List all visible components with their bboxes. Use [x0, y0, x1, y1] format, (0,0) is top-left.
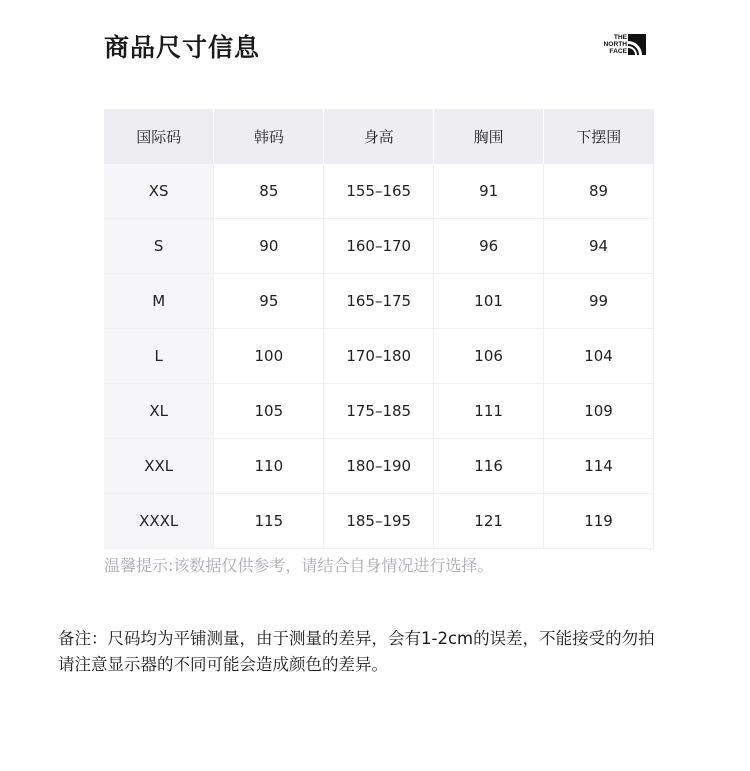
col-header-intl-size: 国际码	[104, 109, 214, 164]
table-cell: 106	[434, 329, 544, 384]
table-cell: 104	[544, 329, 654, 384]
size-table	[104, 109, 654, 549]
reference-tip: 温馨提示:该数据仅供参考，请结合自身情况进行选择。	[104, 556, 494, 575]
table-row	[104, 494, 654, 549]
measurement-note	[58, 626, 738, 678]
table-cell: 99	[544, 274, 654, 329]
page-title: 商品尺寸信息	[104, 33, 261, 62]
table-cell: 90	[214, 219, 324, 274]
table-row	[104, 219, 654, 274]
table-cell: 170–180	[324, 329, 434, 384]
brand-logo-mark-icon	[628, 34, 646, 55]
table-row	[104, 329, 654, 384]
table-cell: L	[104, 329, 214, 384]
table-cell: 175–185	[324, 384, 434, 439]
col-header-height: 身高	[324, 109, 434, 164]
table-row	[104, 384, 654, 439]
table-cell: 109	[544, 384, 654, 439]
table-cell: XS	[104, 164, 214, 219]
table-cell: 110	[214, 439, 324, 494]
note-line: 请注意显示器的不同可能会造成颜色的差异。	[58, 655, 388, 674]
table-cell: 119	[544, 494, 654, 549]
table-cell: 105	[214, 384, 324, 439]
table-cell: 89	[544, 164, 654, 219]
table-cell: 116	[434, 439, 544, 494]
table-cell: XL	[104, 384, 214, 439]
table-cell: 180–190	[324, 439, 434, 494]
table-cell: 91	[434, 164, 544, 219]
brand-logo-text: THE NORTH FACE	[603, 34, 627, 55]
table-cell: XXXL	[104, 494, 214, 549]
table-cell: S	[104, 219, 214, 274]
table-cell: 165–175	[324, 274, 434, 329]
table-cell: XXL	[104, 439, 214, 494]
table-cell: M	[104, 274, 214, 329]
col-header-chest: 胸围	[434, 109, 544, 164]
table-cell: 155–165	[324, 164, 434, 219]
note-line: 备注：尺码均为平铺测量，由于测量的差异，会有1-2cm的误差，不能接受的勿拍	[58, 629, 655, 648]
table-cell: 101	[434, 274, 544, 329]
table-cell: 185–195	[324, 494, 434, 549]
table-cell: 121	[434, 494, 544, 549]
table-row	[104, 439, 654, 494]
brand-logo	[597, 33, 649, 57]
table-cell: 96	[434, 219, 544, 274]
table-row	[104, 274, 654, 329]
table-cell: 114	[544, 439, 654, 494]
table-cell: 160–170	[324, 219, 434, 274]
table-cell: 100	[214, 329, 324, 384]
table-header-row	[104, 109, 654, 164]
table-cell: 85	[214, 164, 324, 219]
col-header-hem: 下摆围	[544, 109, 654, 164]
table-cell: 111	[434, 384, 544, 439]
table-cell: 94	[544, 219, 654, 274]
col-header-kr-size: 韩码	[214, 109, 324, 164]
table-row	[104, 164, 654, 219]
table-cell: 115	[214, 494, 324, 549]
table-cell: 95	[214, 274, 324, 329]
